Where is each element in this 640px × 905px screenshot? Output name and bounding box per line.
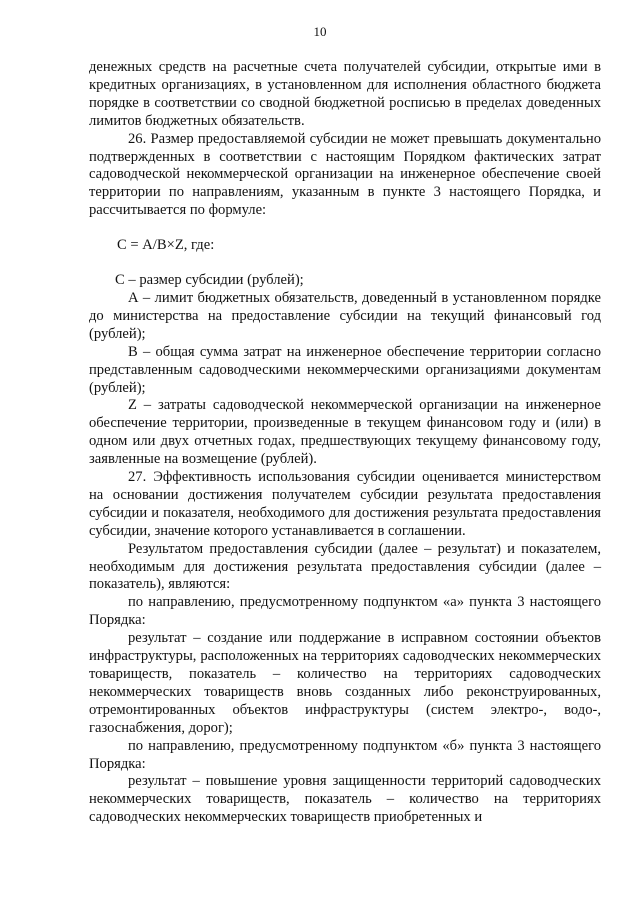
definition-z: Z – затраты садоводческой некоммерческой организации на инженерное обеспечение территории, произведенные в текущем финансовом году и (или) в одном или двух отчетных годах, предшествующих текущему финансовому году, заявленные на возмещение (рублей). bbox=[89, 397, 601, 468]
paragraph-continuation: денежных средств на расчетные счета получателей субсидии, открытые ими в кредитных организациях, в установленном для исполнения областного бюджета порядке в соответствии со сводной бюджетной росписью в пределах доведенных лимитов бюджетных обязательств. bbox=[89, 59, 601, 129]
paragraph-result-b: результат – повышение уровня защищенности территорий садоводческих некоммерческих товариществ, показатель – количество на территориях садоводческих некоммерческих товариществ приобретенных и bbox=[89, 773, 601, 826]
definition-a: А – лимит бюджетных обязательств, доведенный в установленном порядке до министерства на предоставление субсидии на текущий финансовый год (рублей); bbox=[89, 289, 601, 342]
paragraph-direction-a: по направлению, предусмотренному подпунктом «а» пункта 3 настоящего Порядка: bbox=[89, 594, 601, 629]
page-number: 10 bbox=[313, 24, 327, 39]
paragraph-direction-b: по направлению, предусмотренному подпунктом «б» пункта 3 настоящего Порядка: bbox=[89, 737, 601, 772]
paragraph-item-26: 26. Размер предоставляемой субсидии не может превышать документально подтвержденных в соответствии с настоящим Порядком фактических затрат садоводческой некоммерческой организации на инженерное обеспечение своей территории по направлениям, указанным в пункте 3 настоящего Порядка, и рассчитывается по формуле: bbox=[89, 130, 601, 219]
document-body bbox=[89, 59, 601, 827]
paragraph-result-a: результат – создание или поддержание в исправном состоянии объектов инфраструктуры, расположенных на территориях садоводческих некоммерческих товариществ, показатель – количество на территориях садоводческих некоммерческих товариществ вновь созданных либо реконструированных, отремонтированных объектов инфраструктуры (систем электро-, водо-, газоснабжения, дорог); bbox=[89, 630, 601, 736]
definition-b: В – общая сумма затрат на инженерное обеспечение территории согласно представленным садоводческими некоммерческими организациями документам (рублей); bbox=[89, 343, 601, 396]
definition-c: С – размер субсидии (рублей); bbox=[115, 272, 304, 289]
paragraph-result-intro: Результатом предоставления субсидии (далее – результат) и показателем, необходимым для достижения результата предоставления субсидии (далее – показатель), являются: bbox=[89, 540, 601, 593]
paragraph-item-27: 27. Эффективность использования субсидии оценивается министерством на основании достижения получателем субсидии результата предоставления субсидии и показателя, необходимого для достижения результата предоставления субсидии, значение которого устанавливается в соглашении. bbox=[89, 469, 601, 539]
formula: С = А/В×Z, где: bbox=[117, 237, 215, 254]
